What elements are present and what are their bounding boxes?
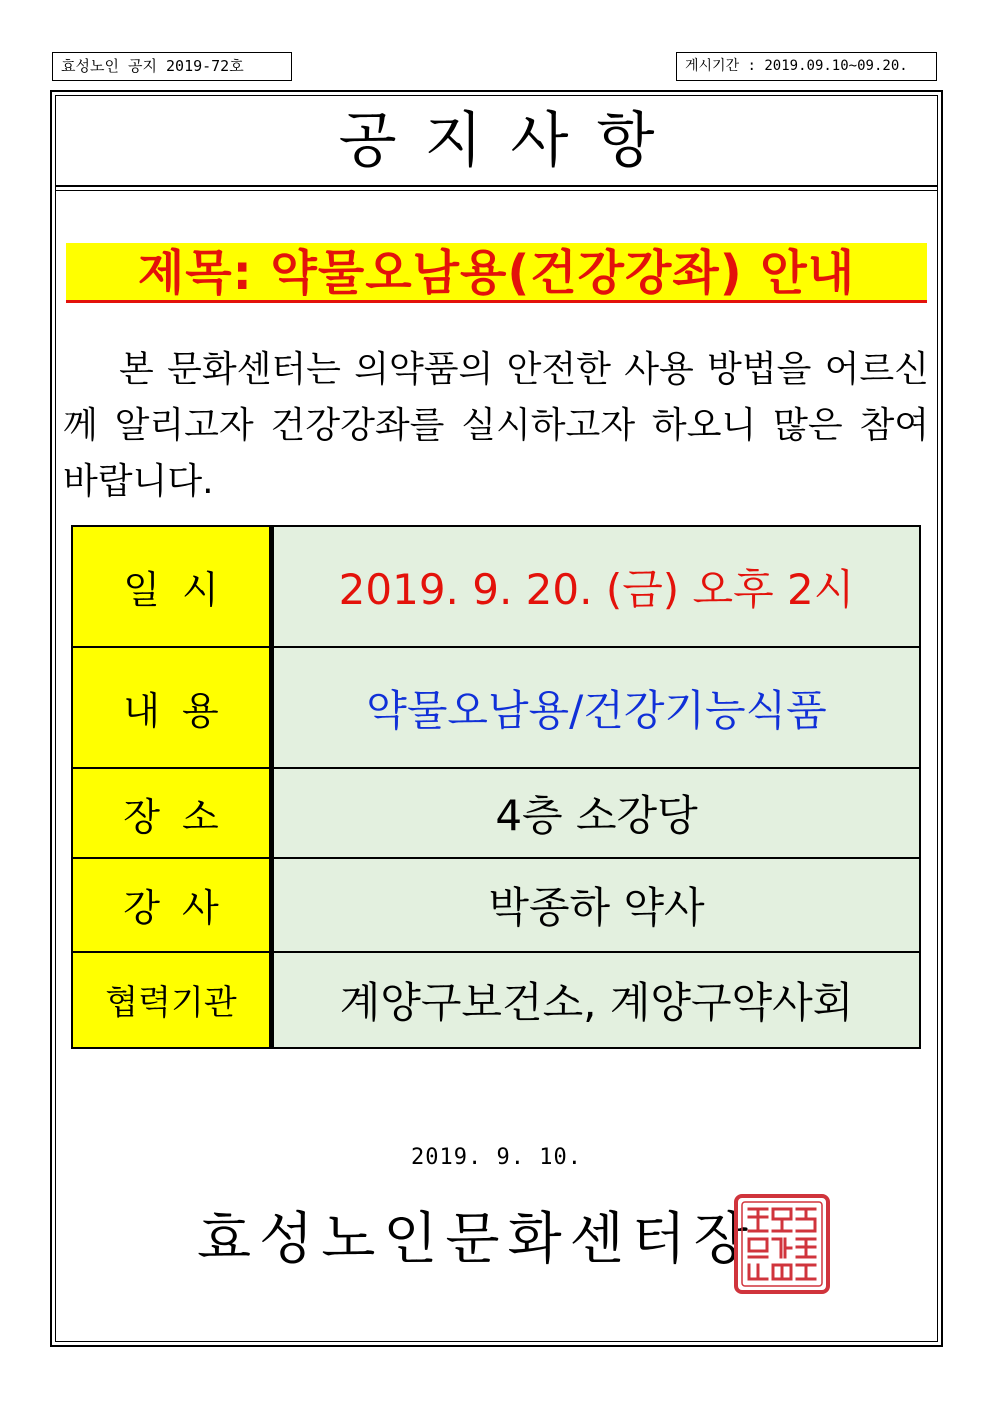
row-value-content: 약물오남용/건강기능식품	[272, 647, 921, 767]
notice-title: 공지사항	[338, 106, 683, 176]
table-row	[72, 647, 920, 767]
signer-name: 효성노인문화센터장	[197, 1207, 756, 1272]
table-row	[72, 768, 920, 858]
row-label-content: 내용	[72, 647, 272, 767]
row-label-partners: 협력기관	[72, 952, 272, 1048]
row-label-datetime: 일시	[72, 526, 272, 647]
row-label-lecturer: 강사	[72, 858, 272, 951]
document-number: 효성노인 공지 2019-72호	[52, 52, 292, 81]
official-seal-icon	[733, 1193, 831, 1295]
posting-period: 게시기간 : 2019.09.10~09.20.	[676, 52, 937, 81]
issue-date: 2019. 9. 10.	[411, 1145, 582, 1170]
event-info-table	[71, 525, 921, 1049]
table-row	[72, 858, 920, 951]
row-value-place: 4층 소강당	[272, 768, 921, 858]
row-label-place: 장소	[72, 768, 272, 858]
title-divider	[55, 185, 938, 191]
notice-subject: 제목: 약물오남용(건강강좌) 안내	[66, 243, 927, 303]
notice-body: 본 문화센터는 의약품의 안전한 사용 방법을 어르신께 알리고자 건강강좌를 실시하고자 하오니 많은 참여 바랍니다.	[63, 349, 929, 502]
table-row	[72, 952, 920, 1048]
table-row	[72, 526, 920, 647]
row-value-partners: 계양구보건소, 계양구약사회	[272, 952, 921, 1048]
row-value-lecturer: 박종하 약사	[272, 858, 921, 951]
row-value-datetime: 2019. 9. 20. (금) 오후 2시	[272, 526, 921, 647]
